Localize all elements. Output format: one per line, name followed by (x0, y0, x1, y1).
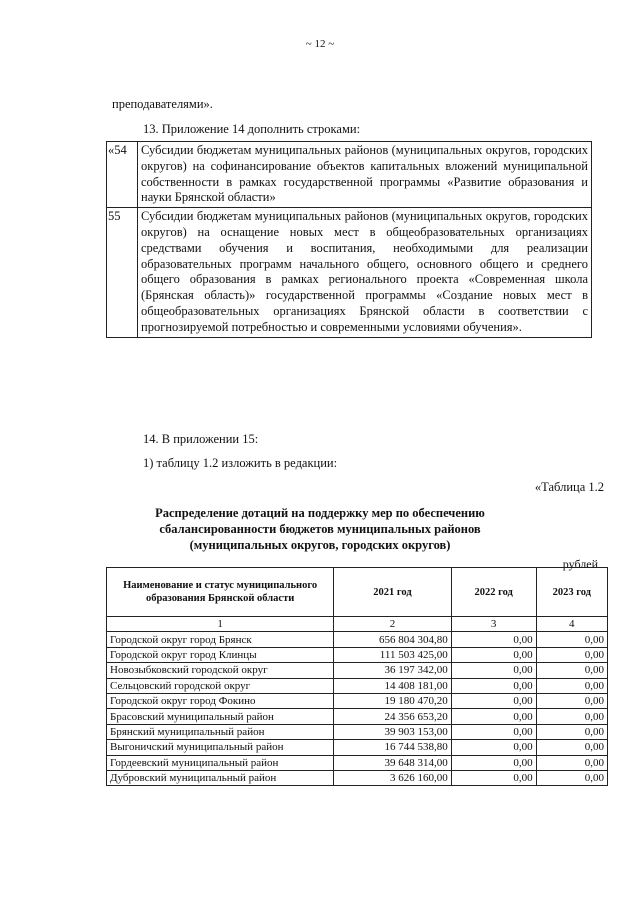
column-index: 2 (334, 617, 451, 632)
table-row (107, 770, 608, 785)
amount-2022: 0,00 (451, 632, 536, 647)
table-row (107, 632, 608, 647)
amount-2021: 14 408 181,00 (334, 678, 451, 693)
amount-2022: 0,00 (451, 770, 536, 785)
table-row (107, 709, 608, 724)
paragraph-continuation: преподавателями». (112, 97, 213, 111)
subsidy-row (107, 142, 592, 208)
paragraph-item-14: 14. В приложении 15: (143, 432, 259, 446)
subsidy-text: Субсидии бюджетам муниципальных районов (муниципальных округов, городских округов) на софинансирование объектов капитальных вложений муниципальной собственности в рамках государственной программы «Развитие образования и науки Брянской области» (138, 142, 592, 208)
table-row (107, 693, 608, 708)
amount-2022: 0,00 (451, 724, 536, 739)
municipality-name: Брасовский муниципальный район (107, 709, 334, 724)
header-municipality: Наименование и статус муниципального образования Брянской области (107, 568, 334, 617)
subsidies-table (106, 141, 592, 338)
amount-2022: 0,00 (451, 740, 536, 755)
table-title (120, 505, 520, 553)
municipality-name: Городской округ город Клинцы (107, 647, 334, 662)
paragraph-item-13: 13. Приложение 14 дополнить строками: (143, 122, 361, 136)
table-row (107, 663, 608, 678)
table-row (107, 647, 608, 662)
column-index-row (107, 617, 608, 632)
table-label: «Таблица 1.2 (534, 480, 604, 494)
amount-2022: 0,00 (451, 709, 536, 724)
municipality-name: Новозыбковский городской округ (107, 663, 334, 678)
amount-2023: 0,00 (536, 740, 607, 755)
amount-2023: 0,00 (536, 693, 607, 708)
municipality-name: Гордеевский муниципальный район (107, 755, 334, 770)
amount-2023: 0,00 (536, 663, 607, 678)
column-index: 1 (107, 617, 334, 632)
table-title-line: Распределение дотаций на поддержку мер по обеспечению (155, 506, 485, 520)
subsidy-number: «54 (107, 142, 138, 208)
municipality-name: Сельцовский городской округ (107, 678, 334, 693)
amount-2023: 0,00 (536, 724, 607, 739)
amount-2022: 0,00 (451, 755, 536, 770)
municipality-name: Брянский муниципальный район (107, 724, 334, 739)
paragraph-subitem-1: 1) таблицу 1.2 изложить в редакции: (143, 456, 338, 470)
table-row (107, 724, 608, 739)
amount-2023: 0,00 (536, 678, 607, 693)
amount-2021: 39 903 153,00 (334, 724, 451, 739)
units-label: рублей (562, 557, 598, 571)
table-row (107, 678, 608, 693)
column-index: 3 (451, 617, 536, 632)
table-title-line: сбалансированности бюджетов муниципальных районов (159, 522, 481, 536)
amount-2021: 111 503 425,00 (334, 647, 451, 662)
table-row (107, 740, 608, 755)
column-index: 4 (536, 617, 607, 632)
municipality-name: Выгоничский муниципальный район (107, 740, 334, 755)
amount-2023: 0,00 (536, 709, 607, 724)
amount-2022: 0,00 (451, 663, 536, 678)
amount-2023: 0,00 (536, 770, 607, 785)
subsidies-distribution-table (106, 567, 608, 786)
amount-2021: 3 626 160,00 (334, 770, 451, 785)
amount-2021: 19 180 470,20 (334, 693, 451, 708)
amount-2023: 0,00 (536, 647, 607, 662)
header-2022: 2022 год (451, 568, 536, 617)
amount-2021: 39 648 314,00 (334, 755, 451, 770)
amount-2021: 24 356 653,20 (334, 709, 451, 724)
header-2021: 2021 год (334, 568, 451, 617)
amount-2022: 0,00 (451, 693, 536, 708)
amount-2021: 16 744 538,80 (334, 740, 451, 755)
table-title-line: (муниципальных округов, городских округов) (189, 538, 451, 552)
municipality-name: Дубровский муниципальный район (107, 770, 334, 785)
subsidy-number: 55 (107, 208, 138, 337)
amount-2021: 36 197 342,00 (334, 663, 451, 678)
subsidy-text: Субсидии бюджетам муниципальных районов (муниципальных округов, городских округов) на оснащение новых мест в общеобразовательных организациях средствами обучения и воспитания, необходимыми для реализации образовательных программ начального общего, основного общего и среднего общего образования в рамках регионального проекта «Современная школа (Брянская область)» государственной программы «Создание новых мест в общеобразовательных организациях Брянской области в соответствии с прогнозируемой потребностью и современными условиями обучения». (138, 208, 592, 337)
page-number: ~ 12 ~ (305, 38, 335, 50)
municipality-name: Городской округ город Брянск (107, 632, 334, 647)
amount-2021: 656 804 304,80 (334, 632, 451, 647)
table-header-row (107, 568, 608, 617)
subsidy-row (107, 208, 592, 337)
amount-2022: 0,00 (451, 678, 536, 693)
amount-2022: 0,00 (451, 647, 536, 662)
table-row (107, 755, 608, 770)
header-2023: 2023 год (536, 568, 607, 617)
municipality-name: Городской округ город Фокино (107, 693, 334, 708)
amount-2023: 0,00 (536, 632, 607, 647)
amount-2023: 0,00 (536, 755, 607, 770)
